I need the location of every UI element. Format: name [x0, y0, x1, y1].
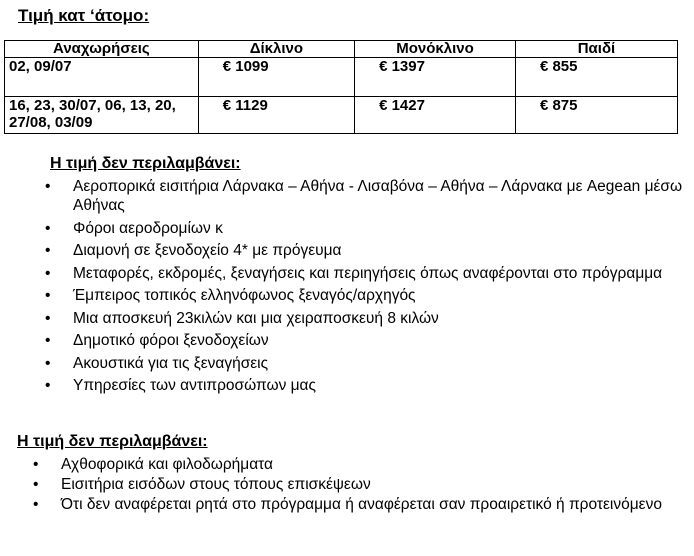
- bullet-icon: •: [33, 476, 39, 493]
- section-heading-included: Η τιμή δεν περιλαμβάνει:: [50, 155, 241, 172]
- bullet-icon: •: [45, 332, 51, 349]
- departure-dates-cell: 16, 23, 30/07, 06, 13, 20, 27/08, 03/09: [5, 97, 199, 134]
- list-item: [28, 455, 690, 474]
- bullet-icon: •: [45, 354, 51, 372]
- list-item: [40, 309, 690, 328]
- price-table: [4, 40, 678, 134]
- single-price-cell: € 1427: [355, 97, 516, 134]
- list-item: [40, 241, 690, 260]
- bullet-icon: •: [33, 496, 39, 513]
- list-item-text: Διαμονή σε ξενοδοχείο 4* με πρόγευμα: [73, 242, 342, 259]
- section-heading-not-included: Η τιμή δεν περιλαμβάνει:: [17, 433, 208, 450]
- bullet-icon: •: [45, 242, 51, 259]
- list-item: [28, 495, 690, 514]
- list-item: [40, 354, 690, 373]
- list-item-text: Φόροι αεροδρομίων κ: [73, 219, 223, 237]
- list-item-text: Μεταφορές, εκδρομές, ξεναγήσεις και περιηγήσεις όπως αναφέρονται στο πρόγραμμα: [73, 264, 663, 282]
- double-price-cell: € 1099: [198, 58, 354, 97]
- header-child: Παιδί: [515, 41, 677, 58]
- list-item: [40, 264, 690, 283]
- price-per-person-title: Τιμή κατ ‘άτομο:: [18, 6, 150, 25]
- not-included-list: [28, 455, 690, 515]
- list-item-text: Έμπειρος τοπικός ελληνόφωνος ξεναγός/αρχηγός: [73, 287, 416, 304]
- list-item: [40, 177, 690, 215]
- departure-dates-cell: 02, 09/07: [5, 58, 199, 97]
- list-item: [40, 219, 690, 238]
- bullet-icon: •: [45, 178, 51, 195]
- bullet-icon: •: [45, 309, 51, 327]
- child-price-cell: € 855: [515, 58, 677, 97]
- list-item: [28, 475, 690, 494]
- header-double-room: Δίκλινο: [198, 41, 354, 58]
- list-item: [40, 331, 690, 350]
- list-item-text: Αχθοφορικά και φιλοδωρήματα: [61, 456, 274, 473]
- list-item-text: Δημοτικό φόροι ξενοδοχείων: [73, 332, 269, 349]
- table-row: [5, 58, 678, 97]
- list-item-text: Αεροπορικά εισιτήρια Λάρνακα – Αθήνα - Λισαβόνα – Αθήνα – Λάρνακα με Aegean μέσω Αθήνας: [73, 178, 683, 214]
- double-price-cell: € 1129: [198, 97, 354, 134]
- bullet-icon: •: [45, 377, 51, 394]
- bullet-icon: •: [45, 287, 51, 304]
- header-departures: Αναχωρήσεις: [5, 41, 199, 58]
- list-item-text: Εισιτήρια εισόδων στους τόπους επισκέψεων: [61, 476, 371, 493]
- single-price-cell: € 1397: [355, 58, 516, 97]
- bullet-icon: •: [45, 219, 51, 237]
- included-list: [40, 177, 690, 399]
- list-item-text: Ακουστικά για τις ξεναγήσεις: [73, 354, 269, 372]
- list-item: [40, 376, 690, 395]
- table-row: [5, 97, 678, 134]
- header-single-room: Μονόκλινο: [355, 41, 516, 58]
- child-price-cell: € 875: [515, 97, 677, 134]
- list-item: [40, 286, 690, 305]
- bullet-icon: •: [33, 456, 39, 473]
- table-header-row: [5, 41, 678, 58]
- list-item-text: Μια αποσκευή 23κιλών και μια χειραποσκευή 8 κιλών: [73, 309, 439, 327]
- list-item-text: Υπηρεσίες των αντιπροσώπων μας: [73, 377, 316, 394]
- list-item-text: Ότι δεν αναφέρεται ρητά στο πρόγραμμα ή αναφέρεται σαν προαιρετικό ή προτεινόμενο: [61, 496, 662, 513]
- bullet-icon: •: [45, 264, 51, 282]
